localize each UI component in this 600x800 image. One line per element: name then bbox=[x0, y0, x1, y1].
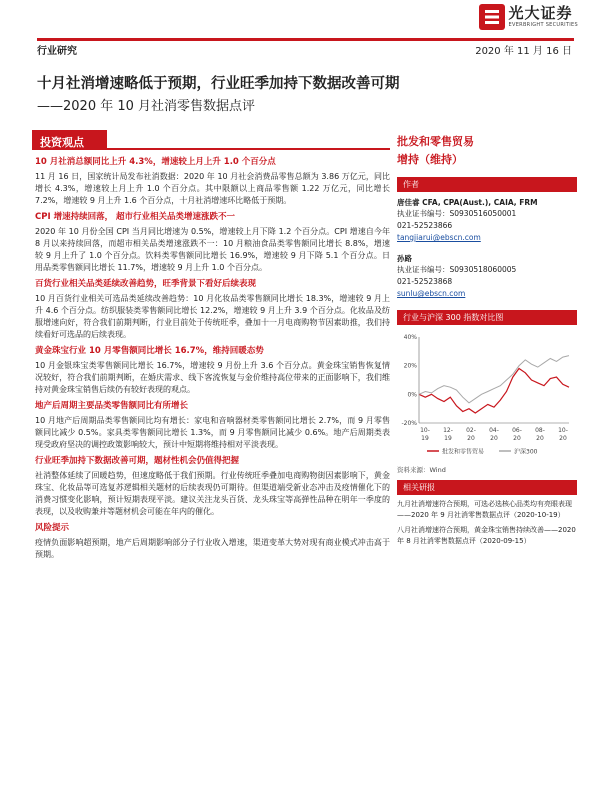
block-text: 10 月金银珠宝类零售额同比增长 16.7%，增速较 9 月份上升 3.6 个百分点。黄金珠宝销售恢复情况较好，符合我们前期判断，在婚庆需求、线下客流恢复与金价维持高位带来的正面影响下，我们维持对黄金珠宝销售后续仍有较好表现的观点。 bbox=[35, 361, 390, 394]
x-tick-label: 08-20 bbox=[535, 427, 545, 442]
block-text: 10 月地产后周期品类零售额同比均有增长：家电和音响器材类零售额同比增长 2.7%，而 9 月零售额同比减少 0.5%。家具类零售额同比增长 1.3%，而 9 月零售额同比减少 0.6%。地产后周期类表现受政府坚决的调控政策影响较大，预计中短期将维持相对平淡表现。 bbox=[35, 416, 390, 449]
related-header: 相关研报 bbox=[397, 480, 577, 495]
author-email[interactable]: sunlu@ebscn.com bbox=[397, 289, 466, 298]
chart-header: 行业与沪深 300 指数对比图 bbox=[397, 310, 577, 325]
chart-source: 资料来源：Wind bbox=[397, 466, 446, 474]
author-phone: 021-52523868 bbox=[397, 277, 453, 286]
header-divider bbox=[37, 38, 574, 41]
brand-name: 光大证券 bbox=[508, 4, 573, 22]
main-column bbox=[32, 130, 390, 564]
industry-name: 批发和零售贸易 bbox=[397, 135, 474, 148]
block-heading: 行业旺季加持下数据改善可期，题材性机会仍值得把握 bbox=[35, 456, 240, 466]
report-subtitle: ——2020 年 10 月社消零售数据点评 bbox=[37, 99, 256, 114]
series-line-industry bbox=[419, 369, 569, 414]
block-heading: 黄金珠宝行业 10 月零售额同比增长 16.7%，维持回暖态势 bbox=[35, 346, 264, 356]
risk-heading: 风险提示 bbox=[35, 523, 70, 533]
block-heading: CPI 增速持续回落， 超市行业相关品类增速涨跌不一 bbox=[35, 212, 236, 222]
block-heading: 10 月社消总额同比上升 4.3%，增速较上月上升 1.0 个百分点 bbox=[35, 157, 276, 167]
section-header bbox=[32, 130, 390, 150]
block-text: 2020 年 10 月份全国 CPI 当月同比增速为 0.5%，增速较上月下降 1.2 个百分点。CPI 增速自今年 8 月以来持续回落，而超市相关品类增速涨跌不一：10 月粮油食品类零售额同比增长 8.8%，增速较 9 月上升了 1.0 个百分点。饮料类零售额同比增长 16.9%，增速较 9 月下降 5.1 个百分点。日用品类零售额同比增长 11.7%，增速较 9 月上升 1.0 个百分点。 bbox=[35, 227, 390, 272]
brand-mark-icon bbox=[479, 4, 505, 30]
block-heading: 百货行业相关品类延续改善趋势，旺季背景下看好后续表现 bbox=[35, 279, 257, 289]
y-tick-label: -20% bbox=[401, 420, 417, 427]
x-tick-label: 04-20 bbox=[489, 427, 499, 442]
block-text: 社消整体延续了回暖趋势，但速度略低于我们预期。行业传统旺季叠加电商购物街因素影响下，黄金珠宝、化妆品等可选复苏逻辑相关题材的后续表现仍可期待。但渠道端受新业态冲击及疫情催化下的消费习惯变化影响，预计短期表现平淡。建议关注龙头百货、龙头珠宝等高弹性品种在明年一季度的表现，以及收购兼并等题材机会可能在年内的催化。 bbox=[35, 471, 390, 516]
report-title: 十月社消增速略低于预期，行业旺季加持下数据改善可期 bbox=[37, 76, 400, 92]
x-tick-label: 02-20 bbox=[466, 427, 476, 442]
author-cert: 执业证书编号：S0930516050001 bbox=[397, 209, 517, 218]
legend-label-industry: 批发和零售贸易 bbox=[442, 448, 485, 456]
author-cert: 执业证书编号：S0930518060005 bbox=[397, 265, 517, 274]
x-tick-label: 10-20 bbox=[558, 427, 568, 442]
y-tick-label: 20% bbox=[403, 362, 417, 370]
series-line-hs300 bbox=[419, 356, 569, 403]
sidebar bbox=[397, 130, 577, 547]
legend-label-hs300: 沪深300 bbox=[514, 448, 538, 456]
risk-text: 疫情负面影响超预期，地产后周期影响部分子行业收入增速，渠道变革大势对现有商业模式冲击高于预期。 bbox=[35, 538, 390, 559]
report-category: 行业研究 bbox=[37, 46, 77, 57]
author-header: 作者 bbox=[397, 177, 577, 192]
section-title: 投资观点 bbox=[32, 130, 107, 150]
block-text: 11 月 16 日，国家统计局发布社消数据：2020 年 10 月社会消费品零售总额为 3.86 万亿元，同比增长 4.3%，增速较上月上升 1.0 个百分点。其中限额以上商品零售额 1.22 万亿元，同比增长 7.2%，增速较 9 月上升 1.6 个百分点，十月社消增速环比略低于预期。 bbox=[35, 172, 390, 205]
related-report[interactable]: 九月社消增速符合预期，可选必选核心品类均有亮眼表现——2020 年 9 月社消零售数据点评（2020-10-19） bbox=[397, 500, 572, 519]
block-heading: 地产后周期主要品类零售额同比有所增长 bbox=[35, 401, 189, 411]
index-chart bbox=[397, 329, 577, 463]
related-report[interactable]: 八月社消增速符合预期，黄金珠宝销售持续改善——2020 年 8 月社消零售数据点评（2020-09-15） bbox=[397, 526, 576, 545]
y-tick-label: 40% bbox=[403, 334, 417, 341]
author-phone: 021-52523866 bbox=[397, 221, 453, 230]
x-tick-label: 06-20 bbox=[512, 427, 522, 442]
rating: 增持（维持） bbox=[397, 153, 463, 166]
brand-logo bbox=[479, 4, 578, 30]
x-tick-label: 12-19 bbox=[443, 427, 453, 442]
block-text: 10 月百货行业相关可选品类延续改善趋势：10 月化妆品类零售额同比增长 18.3%，增速较 9 月上升 4.6 个百分点。纺织服装类零售额同比增长 12.2%，增速较 9 月上升 3.9 个百分点。化妆品及纺服增速向好，符合我们前期判断，行业目前处于传统旺季，叠加十一月电商购物节因素助推，我们持续看好可选品的后续表现。 bbox=[35, 294, 390, 339]
author-name: 唐佳睿 CFA, CPA(Aust.), CAIA, FRM bbox=[397, 198, 538, 207]
x-tick-label: 10-19 bbox=[420, 427, 430, 442]
brand-name-en: EVERBRIGHT SECURITIES bbox=[508, 22, 578, 28]
author-email[interactable]: tangjiarui@ebscn.com bbox=[397, 233, 481, 242]
chart-svg bbox=[397, 329, 575, 459]
y-tick-label: 0% bbox=[407, 391, 417, 399]
report-date: 2020 年 11 月 16 日 bbox=[475, 46, 572, 57]
author-name: 孙路 bbox=[397, 254, 412, 263]
